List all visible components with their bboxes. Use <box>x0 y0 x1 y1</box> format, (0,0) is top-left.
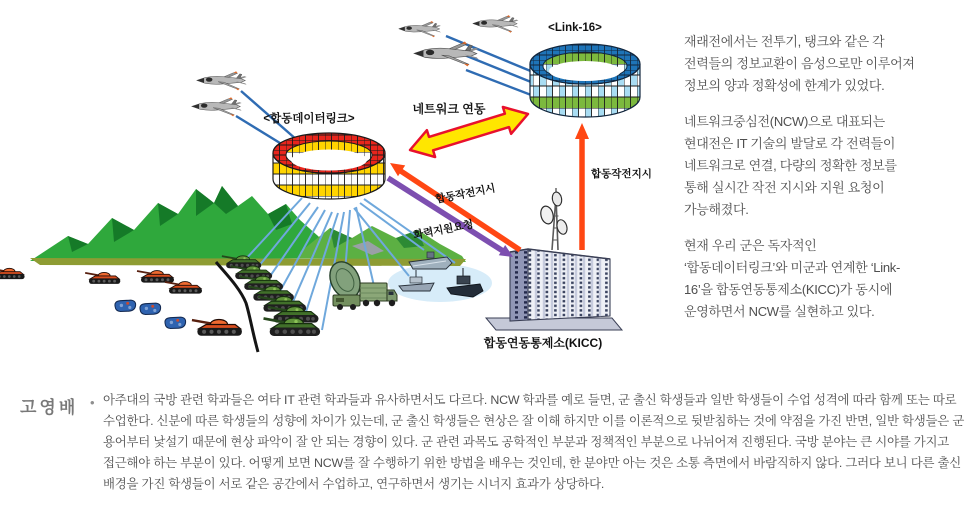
datalink-lines-air <box>236 36 539 151</box>
friendly-tank-column <box>222 256 320 336</box>
link16-ring <box>530 44 640 117</box>
jdl-ring-label: <합동데이터링크> <box>263 113 355 125</box>
joint-op-order-vertical-label: 합동작전지시 <box>591 168 652 180</box>
network-link-label: 네트워크 연동 <box>412 102 486 116</box>
joint-op-order-label: 합동작전지시 <box>434 182 497 206</box>
antenna-tower <box>539 188 569 250</box>
jdl-ring <box>273 133 385 199</box>
kicc-label: 합동연동통제소(KICC) <box>483 336 603 350</box>
quote-author: 고영배 <box>20 398 79 417</box>
description-paragraph: 네트워크중심전(NCW)으로 대표되는 현대전은 IT 기술의 발달로 각 전력들이 네트워크로 연결, 다량의 정확한 정보를 통해 실시간 작전 지시와 지원 요청이 가능해졌다. <box>684 114 897 217</box>
quote-text: 아주대의 국방 관련 학과들은 여타 IT 관련 학과들과 유사하면서도 다르다. NCW 학과를 예로 들면, 군 출신 학생들과 일반 학생들이 수업 성격에 따라 함께 또는 따로 수업한다. 신분에 따른 학생들의 성향에 차이가 있는데, 군 출신 학생들은 현상은 잘 이해 하지만 이를 이론적으로 뒷받침하는 것에 약점을 가진 반면, 일반 학생들은 군 용어부터 낯설기 때문에 현상 파악이 잘 안 되는 경향이 있다. 군 관련 과목도 공학적인 부분과 정책적인 부분으로 나뉘어져 진행된다. 국방 분야는 큰 시야를 가지고 접근해야 하는 부분이 있다. 어떻게 보면 NCW를 잘 수행하기 위한 방법을 배우는 것인데, 한 분야만 아는 것은 소통 측면에서 바람직하지 않다. 그러다 보니 다른 출신 배경을 가진 학생들이 서로 같은 공간에서 수업하고, 연구하면서 생기는 시너지 효과가 상당하다. <box>103 393 965 491</box>
description-paragraph: 현재 우리 군은 독자적인 ‘합동데이터링크’와 미군과 연계한 ‘Link-16’을 합동연동통제소(KICC)가 동시에 운영하면서 NCW를 실현하고 있다. <box>684 238 900 319</box>
mountains <box>30 186 466 266</box>
fire-support-label: 화력지원요청 <box>412 218 475 242</box>
description-paragraph: 재래전에서는 전투기, 탱크와 같은 각 전력들의 정보교환이 음성으로만 이루어져 정보의 양과 정확성에 한계가 있었다. <box>684 34 915 93</box>
kicc-building <box>486 249 622 330</box>
apc-group <box>115 300 186 328</box>
bullet-icon: • <box>90 395 95 410</box>
description-panel <box>684 31 922 337</box>
vertical-order-arrow <box>575 123 589 250</box>
link16-ring-label: <Link-16> <box>548 22 602 34</box>
